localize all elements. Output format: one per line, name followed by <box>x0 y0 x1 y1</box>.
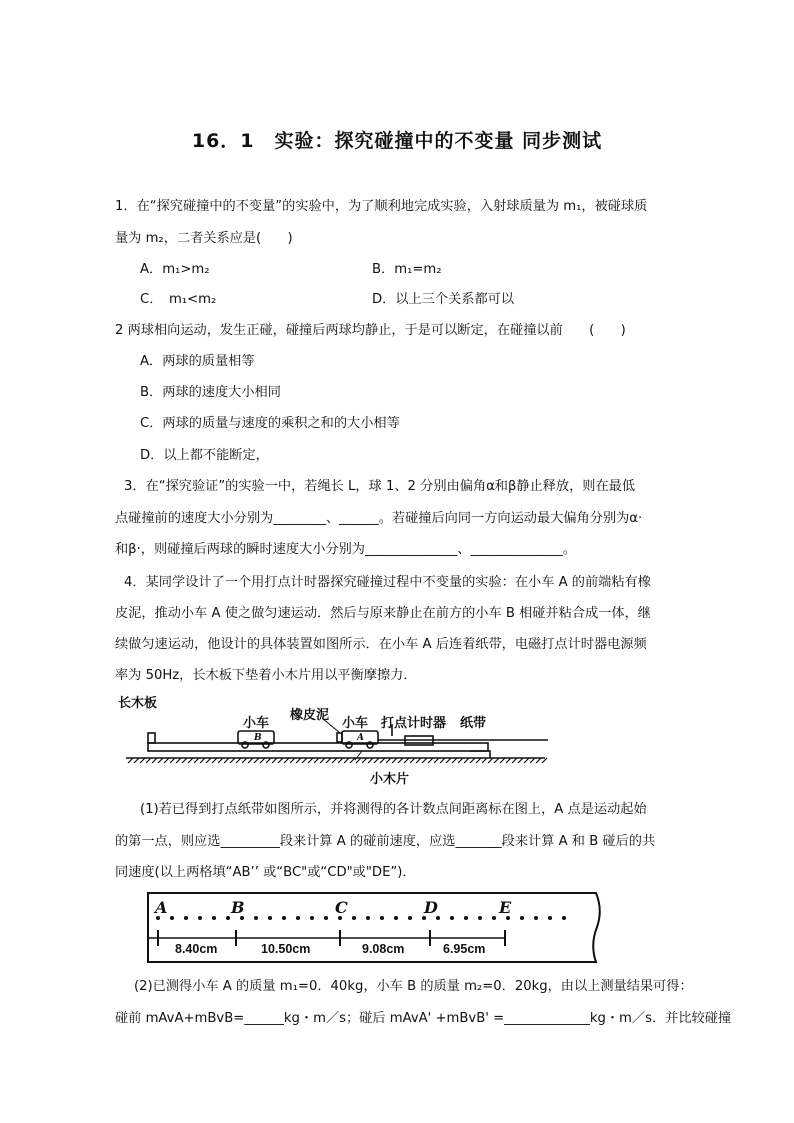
label-putty: 橡皮泥 <box>290 708 330 723</box>
q2-option-c: C．两球的质量与速度的乘积之和的大小相等 <box>140 416 400 431</box>
q4-stem-line1: 4．某同学设计了一个用打点计时器探究碰撞过程中不变量的实验：在小车 A 的前端粘有橡 <box>124 575 651 590</box>
q1-option-b: B．m₁=m₂ <box>372 262 442 277</box>
q1-option-d: D．以上三个关系都可以 <box>372 292 515 307</box>
q4-stem-line3: 续做匀速运动，他设计的具体装置如图所示．在小车 A 后连着纸带，电磁打点计时器电源频 <box>115 637 647 652</box>
tape-dot <box>380 916 384 920</box>
tape-segment-ab: 8.40cm <box>175 942 218 956</box>
q3-stem-line3: 和β·，则碰撞后两球的瞬时速度大小分别为______________、______________。 <box>115 542 576 557</box>
tape-point-a: A <box>155 898 168 917</box>
q1-stem-line1: 1．在“探究碰撞中的不变量”的实验中，为了顺利地完成实验，入射球质量为 m₁，被碰球质 <box>115 199 648 214</box>
tape-dot <box>352 916 356 920</box>
tape-dot <box>464 916 468 920</box>
q2-option-b: B．两球的速度大小相同 <box>140 385 281 400</box>
q4-part2-line1: (2)已测得小车 A 的质量 m₁=0．40kg，小车 B 的质量 m₂=0．20kg，由以上测量结果可得： <box>134 979 693 994</box>
tape-dot <box>366 916 370 920</box>
label-long-board: 长木板 <box>118 696 158 711</box>
q1-stem-line2: 量为 m₂，二者关系应是( ) <box>115 231 293 246</box>
tape-dot <box>254 916 258 920</box>
tape-dot <box>268 916 272 920</box>
tape-dot <box>282 916 286 920</box>
tape-segment-bc: 10.50cm <box>261 942 311 956</box>
label-cart-a: 小车 <box>342 716 369 731</box>
tape-segment-de: 6.95cm <box>443 942 486 956</box>
q2-option-a: A．两球的质量相等 <box>140 354 255 369</box>
tape-dot <box>310 916 314 920</box>
tape-dot <box>408 916 412 920</box>
q2-stem: 2 两球相向运动，发生正碰，碰撞后两球均静止，于是可以断定，在碰撞以前 ( ) <box>115 323 626 338</box>
q4-part1-line3: 同速度(以上两格填“AB’’ 或“BC"或“CD"或"DE”)． <box>115 865 416 880</box>
label-cart-b: 小车 <box>243 716 270 731</box>
tape-segment-cd: 9.08cm <box>362 942 405 956</box>
label-timer: 打点计时器 <box>381 716 447 731</box>
q3-stem-line2: 点碰撞前的速度大小分别为________、______。若碰撞后向同一方向运动最大偏角分别为α· <box>115 511 643 526</box>
tape-dot <box>324 916 328 920</box>
tape-dot <box>534 916 538 920</box>
tape-dot <box>450 916 454 920</box>
page-title: 16．1 实验：探究碰撞中的不变量 同步测试 <box>191 130 603 152</box>
tape-dot <box>184 916 188 920</box>
tape-point-c: C <box>335 898 348 917</box>
q1-option-c: C． m₁<m₂ <box>140 292 217 307</box>
q4-stem-line2: 皮泥，推动小车 A 使之做匀速运动．然后与原来静止在前方的小车 B 相碰并粘合成一体，继 <box>115 606 651 621</box>
tape-dot <box>198 916 202 920</box>
q4-stem-line4: 率为 50Hz，长木板下垫着小木片用以平衡摩擦力． <box>115 668 417 683</box>
tape-dot <box>548 916 552 920</box>
tape-dot <box>212 916 216 920</box>
tape-dot <box>520 916 524 920</box>
label-tape: 纸带 <box>460 716 487 731</box>
q1-option-a: A．m₁>m₂ <box>140 262 210 277</box>
q2-option-d: D．以上都不能断定， <box>140 448 269 463</box>
q4-part2-line2: 碰前 mAvA+mBvB=______kg・m／s；碰后 mAvA' +mBvB' =_____________kg・m／s．并比较碰撞 <box>115 1011 732 1026</box>
tape-dot <box>394 916 398 920</box>
tape-dot <box>562 916 566 920</box>
q4-part1-line1: (1)若已得到打点纸带如图所示，并将测得的各计数点间距离标在图上，A 点是运动起始 <box>140 802 647 817</box>
tape-point-d: D <box>424 898 438 917</box>
tape-dot <box>226 916 230 920</box>
tape-dot <box>296 916 300 920</box>
q3-stem-line1: 3．在“探究验证”的实验一中，若绳长 L，球 1、2 分别由偏角α和β静止释放，则在最低 <box>124 479 636 494</box>
tape-dot <box>492 916 496 920</box>
q4-part1-line2: 的第一点，则应选_________段来计算 A 的碰前速度，应选_______段来计算 A 和 B 碰后的共 <box>115 834 656 849</box>
label-block: 小木片 <box>370 772 410 787</box>
tape-dot <box>170 916 174 920</box>
cart-a-letter: A <box>357 733 364 743</box>
cart-b-letter: B <box>254 733 262 743</box>
tape-point-e: E <box>499 898 512 917</box>
tape-point-b: B <box>231 898 245 917</box>
tape-dot <box>478 916 482 920</box>
